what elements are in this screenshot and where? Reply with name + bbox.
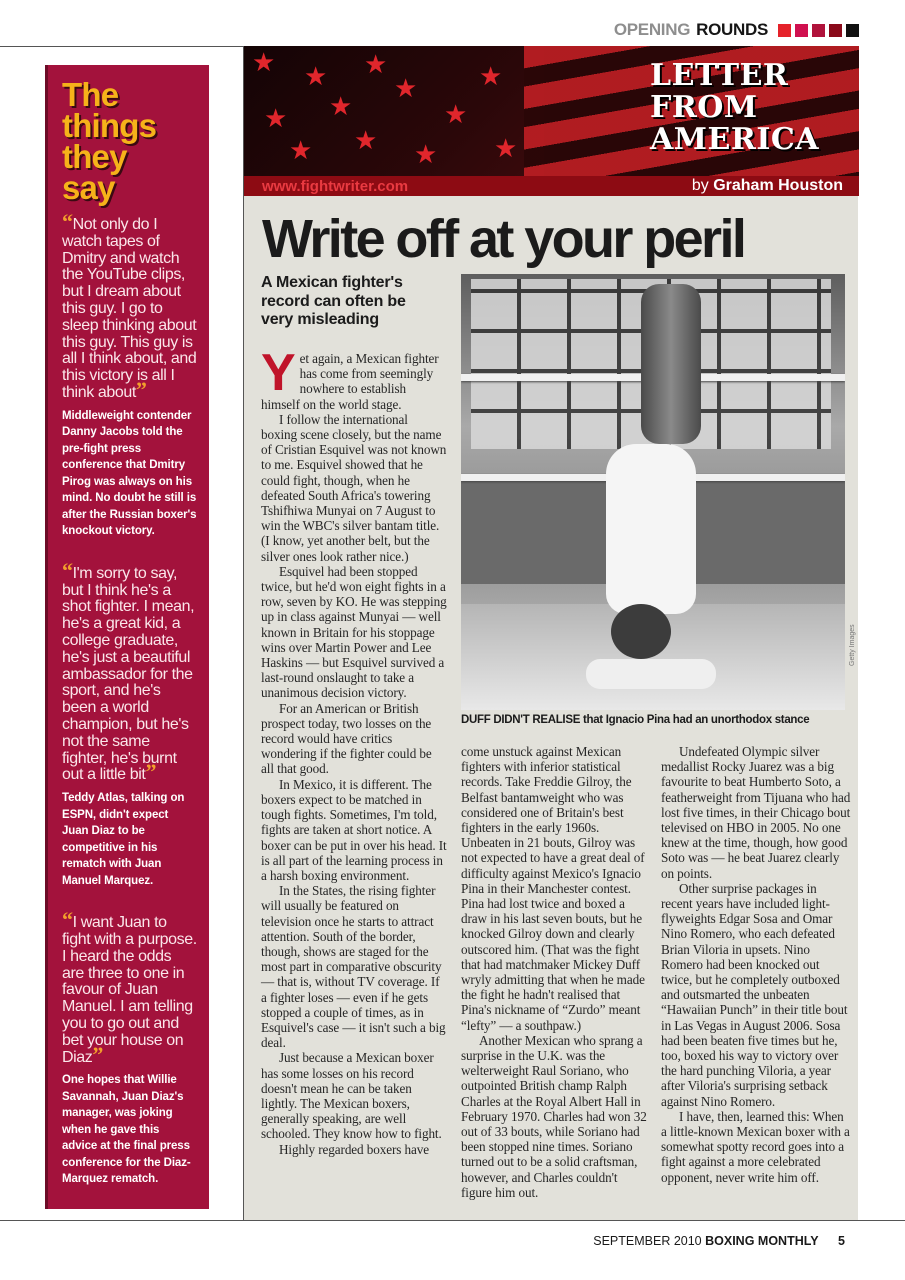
paragraph: In the States, the rising fighter will usually be featured on television once he starts to attract attention. South of the border, though, shows are staged for the most part in comparative obscurity — that is, without TV coverage. If a fighter loses — even if he gets stopped a couple of times, as in Esquivel's case — it isn't such a big deal. xyxy=(261,883,446,1051)
photo-caption xyxy=(461,714,809,726)
swatch xyxy=(778,24,791,37)
open-quote-icon: “ xyxy=(62,209,73,234)
top-divider xyxy=(0,46,243,47)
close-quote-icon: ” xyxy=(92,1041,104,1067)
paragraph: Other surprise packages in recent years have included light-flyweights Edgar Sosa and Omar Nino Romero, who each defeated Brian Viloria in upsets. Nino Romero had been knocked out twice, but he completely outboxed and outsmarted the unbeaten “Hawaiian Punch” in their title bout in Las Vegas in August 2006. Sosa had been beaten five times but he, too, boxed his way to victory over the hard punching Viloria, a year after Viloria's surprising setback against Nino Romero. xyxy=(661,880,848,1109)
article-column-1 xyxy=(261,344,447,1157)
issue-date: SEPTEMBER 2010 xyxy=(593,1234,702,1248)
quote-attribution: Teddy Atlas, talking on ESPN, didn't expect Juan Diaz to be competitive in his rematch with Juan Manuel Marquez. xyxy=(62,792,185,887)
sidebar-title-line: things xyxy=(62,107,157,144)
caption-lead: DUFF DIDN'T REALISE xyxy=(461,714,581,726)
byline-prefix: by xyxy=(691,177,709,194)
column-title xyxy=(650,60,819,156)
article-column-2 xyxy=(461,744,649,1200)
bottom-divider xyxy=(0,1220,905,1221)
caption-text: that Ignacio Pina had an unorthodox stance xyxy=(580,714,810,726)
article-panel xyxy=(243,46,858,1220)
paragraph: I have, then, learned this: When a little-known Mexican boxer with a somewhat spotty record goes into a fight against a more celebrated opponent, never write him off. xyxy=(661,1108,850,1185)
sidebar-title-line: The xyxy=(62,76,119,113)
star-icon: ★ xyxy=(479,62,503,91)
star-icon: ★ xyxy=(329,92,353,121)
quote-text xyxy=(62,907,197,1067)
swatch xyxy=(829,24,842,37)
paragraph: For an American or British prospect today, two losses on the record would have critics wondering if the fighter could be all that good. xyxy=(261,700,432,777)
star-icon: ★ xyxy=(304,62,328,91)
quote-text xyxy=(62,209,197,402)
paragraph: Undefeated Olympic silver medallist Rocky Juarez was a big favourite to beat Humberto Soto, a featherweight from Tijuana who had lost five times, in their Chicago bout televised on HBO in 2005. No one knew at the time, though, how good Soto was — he beat Juarez clearly on points. xyxy=(661,744,851,881)
article-standfirst: A Mexican fighter's record can often be very misleading xyxy=(261,274,406,328)
star-icon: ★ xyxy=(264,104,288,133)
column-title-line: AMERICA xyxy=(650,122,819,157)
quote-body: I want Juan to fight with a purpose. I heard the odds are three to one in favour of Juan Manuel. I am telling you to go out and bet your house on Diaz xyxy=(62,914,197,1066)
open-quote-icon: “ xyxy=(62,907,73,933)
column-banner xyxy=(244,46,859,176)
paragraph: Just because a Mexican boxer has some losses on his record doesn't mean he can be taken lightly. The Mexican boxers, generally speaking, are well schooled. They know how to fight. xyxy=(261,1050,442,1142)
paragraph-text: et again, a Mexican fighter has come from seemingly nowhere to establish himself on the world stage. xyxy=(261,351,439,412)
quote-attribution: Middleweight contender Danny Jacobs told the pre-fight press conference that Dmitry Pirog was always on his mind. No doubt he still is after the Russian boxer's knockout victory. xyxy=(62,409,197,538)
star-icon: ★ xyxy=(394,74,418,103)
section-header xyxy=(614,20,859,40)
page-footer xyxy=(593,1234,845,1248)
quote-text xyxy=(62,557,197,785)
article-headline: Write off at your peril xyxy=(262,209,745,269)
column-title-line: FROM xyxy=(650,90,758,125)
byline-bar xyxy=(244,176,859,196)
photo-fighter-body xyxy=(606,444,696,614)
sidebar-title-line: say xyxy=(62,169,115,206)
star-icon: ★ xyxy=(252,48,276,77)
close-quote-icon: ” xyxy=(135,376,147,402)
close-quote-icon: ” xyxy=(145,759,157,785)
byline xyxy=(692,177,843,195)
flag-stars-image xyxy=(244,46,544,176)
paragraph: Highly regarded boxers have xyxy=(279,1141,429,1157)
paragraph xyxy=(261,344,447,412)
star-icon: ★ xyxy=(364,50,388,79)
article-column-3 xyxy=(661,744,851,1185)
quote-block xyxy=(62,557,197,889)
paragraph: In Mexico, it is different. The boxers expect to be matched in tough fights. Sometimes, I'm told, fights are taken at short notice. A boxer can be put in over his head. It is all part of the learning process in a harsh boxing environment. xyxy=(261,776,447,883)
paragraph: come unstuck against Mexican fighters with inferior statistical records. Take Freddie Gilroy, the Belfast bantamweight who was considered one of Britain's best fighters in the early 1960s. Unbeaten in 21 bouts, Gilroy was not expected to have a great deal of difficulty against Mexico's Ignacio Pina in their Manchester contest. Pina had lost twice and boxed a draw in his last seven bouts, but he knocked Gilroy down and clearly outscored him. (That was the fight that had matchmaker Mickey Duff wryly admitting that when he made the fight he hadn't realised that Pina's nickname of “Zurdo” meant “lefty” — a southpaw.) xyxy=(461,744,645,1033)
swatch xyxy=(812,24,825,37)
sidebar-things-they-say xyxy=(45,65,209,1209)
swatch xyxy=(846,24,859,37)
column-title-line: LETTER xyxy=(650,58,789,93)
photo-fighter-legs xyxy=(641,284,701,444)
author-name: Graham Houston xyxy=(713,177,843,194)
section-label-rounds: ROUNDS xyxy=(696,20,768,39)
quote-body: I'm sorry to say, but I think he's a shot fighter. I mean, he's a great kid, a college graduate, he's just a beautiful ambassador for the sport, and he's been a world champion, but he's not the same fighter, he's burnt out a little bit xyxy=(62,564,195,784)
quote-block xyxy=(62,209,197,540)
paragraph: Esquivel had been stopped twice, but he'd won eight fights in a row, seven by KO. He was stepping up in class against Munyai — well known in Britain for his stoppage wins over Martin Power and Lee Haskins — but Esquivel survived a last-round onslaught to take a unanimous decision victory. xyxy=(261,563,447,701)
sidebar-title xyxy=(62,76,197,206)
paragraph: I follow the international boxing scene closely, but the name of Cristian Esquivel was not known to me. Esquivel showed that he could fight, though, when he defeated South Africa's towering Tshifhiwa Munyai on 7 August to win the WBC's silver bantam title. (I know, yet another belt, but the silver ones look rather nice.) xyxy=(261,411,447,564)
photo-fighter-head xyxy=(611,604,671,659)
drop-cap: Y xyxy=(261,344,296,402)
quote-attribution: One hopes that Willie Savannah, Juan Diaz's manager, was joking when he gave this advice at the final press conference for the Diaz-Marquez rematch. xyxy=(62,1074,191,1186)
photo-credit: Getty Images xyxy=(849,624,856,666)
open-quote-icon: “ xyxy=(62,557,73,583)
star-icon: ★ xyxy=(354,126,378,155)
magazine-name: BOXING MONTHLY xyxy=(705,1234,819,1248)
photo-pillow xyxy=(586,659,716,689)
color-swatches xyxy=(778,24,859,37)
paragraph: Another Mexican who sprang a surprise in the U.K. was the welterweight Raul Soriano, who outpointed British champ Ralph Charles at the Royal Albert Hall in February 1970. Charles had won 32 out of 33 bouts, while Soriano had been stopped nine times. Soriano turned out to be a solid craftsman, however, and Charles couldn't figure him out. xyxy=(461,1032,647,1200)
star-icon: ★ xyxy=(494,134,518,163)
website-link[interactable]: www.fightwriter.com xyxy=(262,177,409,195)
quote-body: Not only do I watch tapes of Dmitry and watch the YouTube clips, but I dream about this guy. I go to sleep thinking about this guy. This guy is all I think about, and this victory is all I think about xyxy=(62,216,197,401)
star-icon: ★ xyxy=(444,100,468,129)
section-label-opening: OPENING xyxy=(613,20,691,39)
star-icon: ★ xyxy=(414,140,438,169)
quote-block xyxy=(62,907,197,1188)
star-icon: ★ xyxy=(289,136,313,165)
article-photo xyxy=(461,274,845,710)
sidebar-title-line: they xyxy=(62,138,127,175)
swatch xyxy=(795,24,808,37)
page-number: 5 xyxy=(838,1234,845,1248)
